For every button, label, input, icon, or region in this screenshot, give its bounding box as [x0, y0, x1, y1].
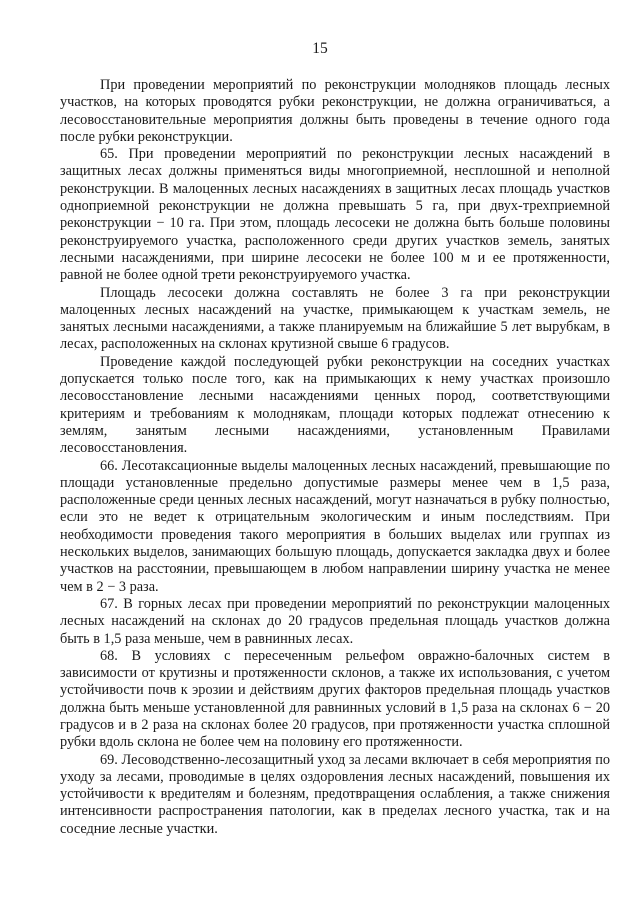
paragraph-subsequent-cuttings: Проведение каждой последующей рубки реконструкции на соседних участках допускается только после того, как на примыкающих к нему участках произошло лесовосстановление лесными насаждениями ценных пород, соответствующими критериям и требованиям к молоднякам, площади которых подлежат отнесению к землям, занятым лесными насаждениями, установленным Правилами лесовосстановления.: [60, 353, 610, 457]
paragraph-item-66: 66. Лесотаксационные выделы малоценных лесных насаждений, превышающие по площади установленные предельно допустимые размеры менее чем в 1,5 раза, расположенные среди ценных лесных насаждений, могут назначаться в рубку полностью, если это не ведет к отрицательным экологическим и иным последствиям. При необходимости проведения такого мероприятия в больших выделах или группах из нескольких выделов, занимающих большую площадь, допускается закладка двух и более участков на расстоянии, превышающем в любом направлении ширину участка не менее чем в 2 − 3 раза.: [60, 457, 610, 595]
page-number: 15: [312, 40, 328, 57]
document-body: [60, 77, 610, 838]
paragraph-item-69: 69. Лесоводственно-лесозащитный уход за лесами включает в себя мероприятия по уходу за лесами, проводимые в целях оздоровления лесных насаждений, повышения их устойчивости к вредителям и болезням, предотвращения ослабления, а также снижения интенсивности распространения патологии, как в пределах лесного участка, так и на соседние лесные участки.: [60, 751, 610, 837]
paragraph-item-65: 65. При проведении мероприятий по реконструкции лесных насаждений в защитных лесах должны применяться виды многоприемной, несплошной и неполной реконструкции. В малоценных лесных насаждениях в защитных лесах площадь участков одноприемной реконструкции не должна превышать 5 га, при двух-трехприемной реконструкции − 10 га. При этом, площадь лесосеки не должна быть больше половины реконструируемого участка, расположенного среди других участков земель, занятых лесными насаждениями, при ширине лесосеки не более 100 м и ее протяженности, равной не более одной трети реконструируемого участка.: [60, 146, 610, 284]
paragraph-reconstruction-young-stands: При проведении мероприятий по реконструкции молодняков площадь лесных участков, на которых проводятся рубки реконструкции, не должна ограничиваться, а лесовосстановительные мероприятия должны быть проведены в течение одного года после рубки реконструкции.: [60, 77, 610, 145]
paragraph-item-68: 68. В условиях с пересеченным рельефом овражно-балочных систем в зависимости от крутизны и протяженности склонов, а также их использования, с учетом устойчивости почв к эрозии и действиям других факторов предельная площадь участков должна быть меньше установленной для равнинных условий в 1,5 раза на склонах 6 − 20 градусов и в 2 раза на склонах более 20 градусов, при протяженности участка сплошной рубки вдоль склона не более чем на половину его протяженности.: [60, 647, 610, 751]
paragraph-item-67: 67. В горных лесах при проведении мероприятий по реконструкции малоценных лесных насаждений на склонах до 20 градусов предельная площадь участков должна быть в 1,5 раза меньше, чем в равнинных лесах.: [60, 595, 610, 647]
paragraph-cutting-area-limit: Площадь лесосеки должна составлять не более 3 га при реконструкции малоценных лесных насаждений на участке, примыкающем к участкам земель, не занятых лесными насаждениями, а также планируемым на ближайшие 5 лет вырубкам, в лесах, расположенных на склонах крутизной свыше 6 градусов.: [60, 284, 610, 353]
